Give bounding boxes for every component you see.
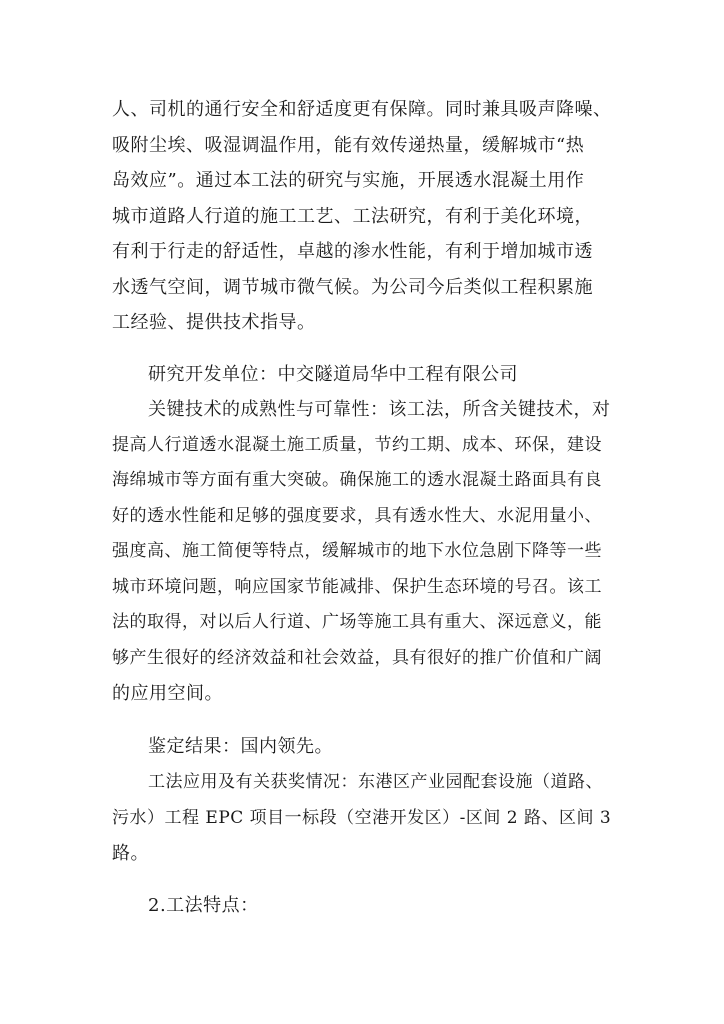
text-line: 工法应用及有关获奖情况：东港区产业园配套设施（道路、 [148,772,603,792]
paragraph-application-awards [112,765,612,872]
text-line: 够产生很好的经济效益和社会效益，具有很好的推广价值和广阔 [112,647,602,668]
paragraph-research-unit [112,357,612,393]
text-line: 提高人行道透水混凝土施工质量，节约工期、成本、环保，建设 [112,434,602,455]
text-line: 城市道路人行道的施工工艺、工法研究，有利于美化环境， [112,205,593,227]
paragraph-key-tech-maturity [112,392,612,712]
text-line: 海绵城市等方面有重大突破。确保施工的透水混凝土路面具有良 [112,470,602,490]
text-line: 的应用空间。 [112,683,223,704]
text-line: 路。 [112,843,149,864]
text-line: 岛效应”。通过本工法的研究与实施，开展透水混凝土用作 [112,170,585,191]
text-line: 有利于行走的舒适性，卓越的渗水性能，有利于增加城市透 [112,241,593,262]
heading-text: 2.工法特点： [148,895,259,916]
text-line: 鉴定结果：国内领先。 [148,736,333,757]
text-line: 好的透水性能和足够的强度要求，具有透水性大、水泥用量小、 [112,505,602,526]
text-line: 城市环境问题，响应国家节能减排、保护生态环境的号召。该工 [112,576,602,597]
text-line: 强度高、施工简便等特点，缓解城市的地下水位急剧下降等一些 [112,541,602,561]
text-line: 法的取得，对以后人行道、广场等施工具有重大、深远意义，能 [112,612,602,632]
text-line: 水透气空间，调节城市微气候。为公司今后类似工程积累施 [112,276,593,298]
text-line: 关键技术的成熟性与可靠性：该工法，所含关键技术，对 [148,399,611,420]
text-line: 研究开发单位：中交隧道局华中工程有限公司 [148,364,518,385]
text-line: 人、司机的通行安全和舒适度更有保障。同时兼具吸声降噪、 [112,99,612,120]
text-line: 吸附尘埃、吸湿调温作用，能有效传递热量，缓解城市“热 [112,134,585,156]
paragraph-intro-continuation [112,92,612,341]
text-line: 污水）工程 EPC 项目一标段（空港开发区）-区间 2 路、区间 3 [112,807,612,828]
paragraph-appraisal-result [112,729,612,765]
section-heading [112,888,612,924]
text-line: 工经验、提供技术指导。 [112,312,316,333]
